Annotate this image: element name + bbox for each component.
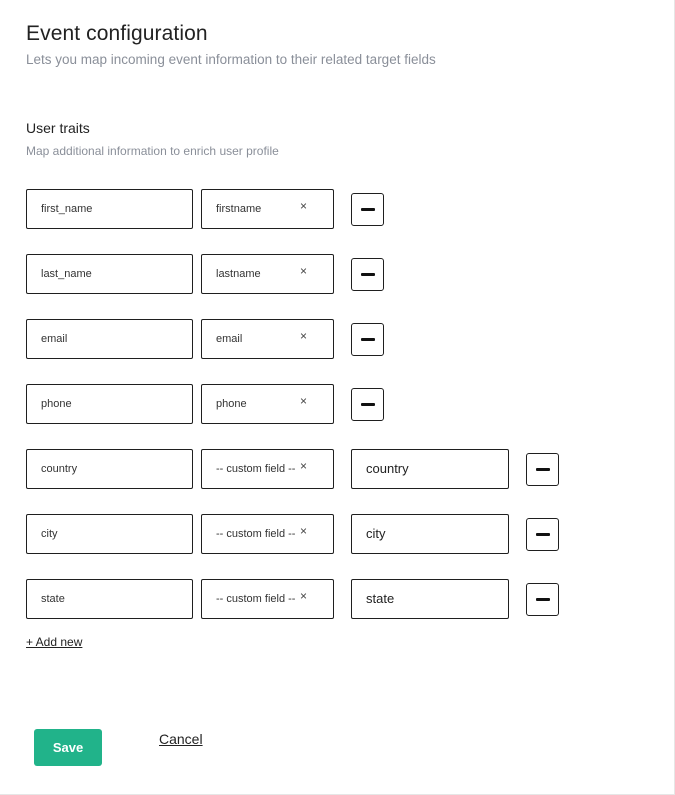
mapping-row	[26, 254, 626, 294]
remove-row-button[interactable]	[526, 518, 559, 551]
source-field-input[interactable]: country	[26, 449, 193, 489]
target-field-value: firstname	[216, 203, 262, 215]
remove-row-button[interactable]	[526, 583, 559, 616]
close-icon[interactable]: ×	[299, 589, 307, 603]
close-icon[interactable]: ×	[299, 459, 307, 473]
remove-row-button[interactable]	[351, 193, 384, 226]
target-field-value: -- custom field --	[216, 528, 296, 540]
minus-icon	[536, 468, 550, 471]
remove-row-button[interactable]	[351, 323, 384, 356]
minus-icon	[361, 208, 375, 211]
source-field-input[interactable]: state	[26, 579, 193, 619]
target-field-select[interactable]	[201, 189, 334, 229]
section-title: User traits	[26, 120, 90, 136]
remove-row-button[interactable]	[351, 388, 384, 421]
minus-icon	[361, 273, 375, 276]
mapping-row	[26, 514, 626, 554]
custom-field-input[interactable]: state	[351, 579, 509, 619]
source-field-input[interactable]: phone	[26, 384, 193, 424]
source-field-input[interactable]: first_name	[26, 189, 193, 229]
close-icon[interactable]: ×	[299, 394, 307, 408]
close-icon[interactable]: ×	[299, 524, 307, 538]
target-field-value: phone	[216, 398, 247, 410]
remove-row-button[interactable]	[526, 453, 559, 486]
add-new-link[interactable]: + Add new	[26, 635, 83, 649]
page-subtitle: Lets you map incoming event information to their related target fields	[26, 52, 436, 67]
source-field-input[interactable]: city	[26, 514, 193, 554]
close-icon[interactable]: ×	[299, 329, 307, 343]
minus-icon	[361, 338, 375, 341]
cancel-link[interactable]: Cancel	[159, 731, 203, 747]
target-field-select[interactable]	[201, 384, 334, 424]
custom-field-input[interactable]: city	[351, 514, 509, 554]
target-field-select[interactable]	[201, 579, 334, 619]
page-title: Event configuration	[26, 22, 208, 45]
source-field-input[interactable]: last_name	[26, 254, 193, 294]
target-field-value: lastname	[216, 268, 261, 280]
target-field-select[interactable]	[201, 254, 334, 294]
mapping-row	[26, 449, 626, 489]
close-icon[interactable]: ×	[299, 264, 307, 278]
save-button[interactable]: Save	[34, 729, 102, 766]
close-icon[interactable]: ×	[299, 199, 307, 213]
target-field-select[interactable]	[201, 449, 334, 489]
source-field-input[interactable]: email	[26, 319, 193, 359]
mapping-row	[26, 579, 626, 619]
mapping-row	[26, 384, 626, 424]
target-field-value: -- custom field --	[216, 593, 296, 605]
mapping-list	[26, 189, 626, 644]
custom-field-input[interactable]: country	[351, 449, 509, 489]
remove-row-button[interactable]	[351, 258, 384, 291]
target-field-value: -- custom field --	[216, 463, 296, 475]
target-field-value: email	[216, 333, 243, 345]
target-field-select[interactable]	[201, 319, 334, 359]
mapping-row	[26, 189, 626, 229]
minus-icon	[536, 598, 550, 601]
target-field-select[interactable]	[201, 514, 334, 554]
minus-icon	[536, 533, 550, 536]
mapping-row	[26, 319, 626, 359]
section-subtitle: Map additional information to enrich user profile	[26, 144, 279, 158]
minus-icon	[361, 403, 375, 406]
